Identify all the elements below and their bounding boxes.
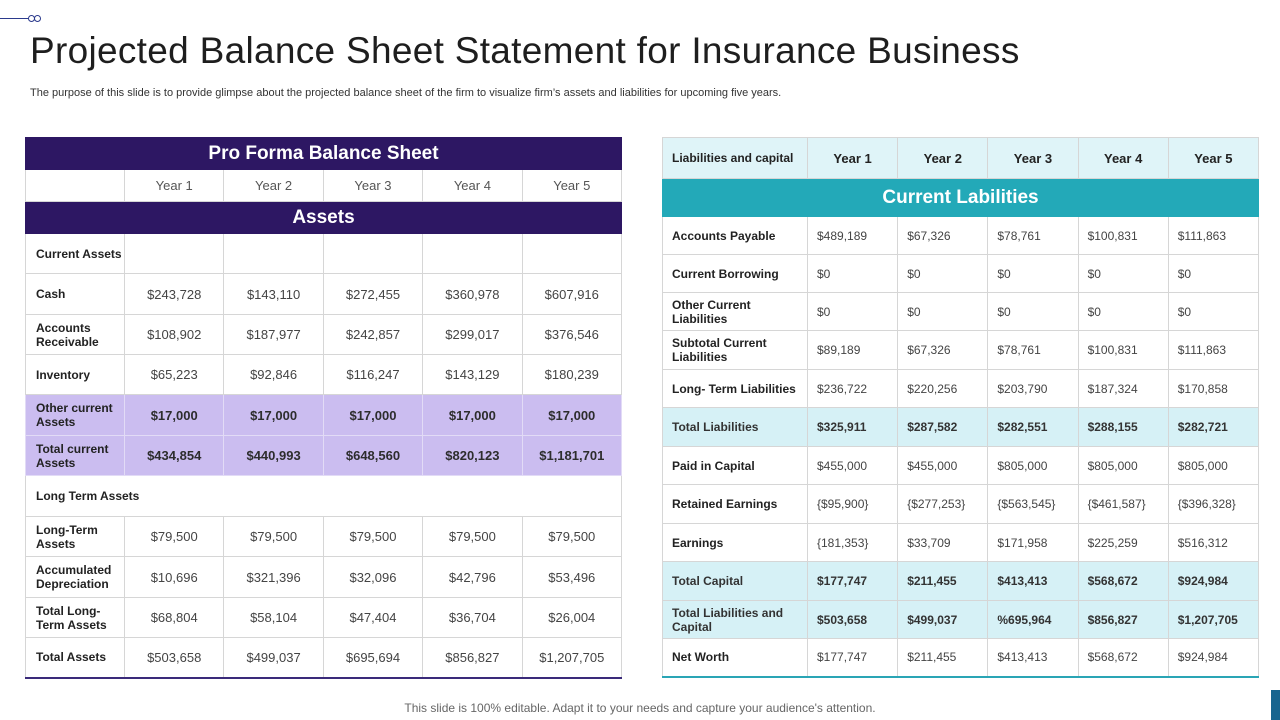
value-cell: $111,863 xyxy=(1168,217,1258,255)
value-cell: $78,761 xyxy=(988,217,1078,255)
year-header: Year 1 xyxy=(808,138,898,179)
value-cell: {$461,587} xyxy=(1078,485,1168,524)
value-cell: $568,672 xyxy=(1078,562,1168,601)
row-label: Long-Term Assets xyxy=(26,517,125,557)
value-cell: $0 xyxy=(1168,293,1258,331)
value-cell: $360,978 xyxy=(423,274,522,315)
value-cell: $111,863 xyxy=(1168,331,1258,370)
value-cell: $33,709 xyxy=(898,524,988,562)
row-label: Net Worth xyxy=(663,639,808,677)
value-cell: $0 xyxy=(1168,255,1258,293)
row-label: Earnings xyxy=(663,524,808,562)
table-row xyxy=(26,638,622,678)
value-cell: $434,854 xyxy=(125,436,224,476)
year-header: Year 3 xyxy=(323,170,422,202)
row-label: Cash xyxy=(26,274,125,315)
value-cell: $856,827 xyxy=(1078,601,1168,639)
value-cell: $187,977 xyxy=(224,315,323,355)
pro-forma-balance-sheet-table xyxy=(25,137,622,679)
value-cell: $325,911 xyxy=(808,408,898,447)
table-row xyxy=(663,217,1259,255)
decorative-dot xyxy=(34,15,41,22)
value-cell: $108,902 xyxy=(125,315,224,355)
empty-cell xyxy=(26,170,125,202)
row-label: Inventory xyxy=(26,355,125,395)
row-label: Subtotal Current Liabilities xyxy=(663,331,808,370)
value-cell: $1,207,705 xyxy=(522,638,621,678)
value-cell xyxy=(323,234,422,274)
value-cell: $272,455 xyxy=(323,274,422,315)
table-row xyxy=(663,447,1259,485)
row-label: Total Liabilities and Capital xyxy=(663,601,808,639)
table-row xyxy=(663,639,1259,677)
value-cell: $78,761 xyxy=(988,331,1078,370)
table-row xyxy=(26,557,622,598)
value-cell: $236,722 xyxy=(808,370,898,408)
value-cell: $924,984 xyxy=(1168,639,1258,677)
value-cell: $0 xyxy=(1078,293,1168,331)
page-subtitle: The purpose of this slide is to provide glimpse about the projected balance sheet of the firm to visualize firm’s assets and liabilities for upcoming five years. xyxy=(30,87,782,99)
table-row xyxy=(26,517,622,557)
value-cell: $805,000 xyxy=(1078,447,1168,485)
value-cell: $455,000 xyxy=(898,447,988,485)
value-cell: $17,000 xyxy=(125,395,224,436)
row-label: Current Assets xyxy=(26,234,125,274)
row-label: Other Current Liabilities xyxy=(663,293,808,331)
value-cell: $503,658 xyxy=(808,601,898,639)
table-row-highlighted xyxy=(663,408,1259,447)
value-cell: $489,189 xyxy=(808,217,898,255)
value-cell: $225,259 xyxy=(1078,524,1168,562)
value-cell: $36,704 xyxy=(423,598,522,638)
value-cell: $116,247 xyxy=(323,355,422,395)
value-cell: $100,831 xyxy=(1078,331,1168,370)
pro-forma-heading: Pro Forma Balance Sheet xyxy=(26,138,622,170)
table-row xyxy=(26,274,622,315)
value-cell: $1,207,705 xyxy=(1168,601,1258,639)
row-label: Total Liabilities xyxy=(663,408,808,447)
years-row xyxy=(26,170,622,202)
section-row xyxy=(26,476,622,517)
value-cell: $503,658 xyxy=(125,638,224,678)
value-cell: %695,964 xyxy=(988,601,1078,639)
row-label: Paid in Capital xyxy=(663,447,808,485)
value-cell: $89,189 xyxy=(808,331,898,370)
year-header: Year 4 xyxy=(1078,138,1168,179)
value-cell: $820,123 xyxy=(423,436,522,476)
table-row xyxy=(663,331,1259,370)
value-cell: $203,790 xyxy=(988,370,1078,408)
row-label: Retained Earnings xyxy=(663,485,808,524)
value-cell: {$95,900} xyxy=(808,485,898,524)
value-cell: $455,000 xyxy=(808,447,898,485)
value-cell: $516,312 xyxy=(1168,524,1258,562)
value-cell: $211,455 xyxy=(898,639,988,677)
value-cell: $170,858 xyxy=(1168,370,1258,408)
row-label: Current Borrowing xyxy=(663,255,808,293)
value-cell: $10,696 xyxy=(125,557,224,598)
value-cell: $47,404 xyxy=(323,598,422,638)
value-cell: $26,004 xyxy=(522,598,621,638)
value-cell: $177,747 xyxy=(808,639,898,677)
value-cell: $413,413 xyxy=(988,639,1078,677)
page-title: Projected Balance Sheet Statement for Insurance Business xyxy=(30,30,1020,71)
value-cell: $17,000 xyxy=(323,395,422,436)
table-row xyxy=(663,370,1259,408)
value-cell: $171,958 xyxy=(988,524,1078,562)
long-term-assets-label: Long Term Assets xyxy=(26,476,622,517)
value-cell: $67,326 xyxy=(898,217,988,255)
liabilities-capital-header: Liabilities and capital xyxy=(663,138,808,179)
value-cell: $79,500 xyxy=(224,517,323,557)
value-cell: $17,000 xyxy=(423,395,522,436)
value-cell: $42,796 xyxy=(423,557,522,598)
value-cell: $92,846 xyxy=(224,355,323,395)
value-cell: $143,110 xyxy=(224,274,323,315)
value-cell: $211,455 xyxy=(898,562,988,601)
value-cell xyxy=(125,234,224,274)
section-header-row xyxy=(663,179,1259,217)
value-cell: $499,037 xyxy=(224,638,323,678)
table-row xyxy=(26,315,622,355)
value-cell: $68,804 xyxy=(125,598,224,638)
assets-heading: Assets xyxy=(26,202,622,234)
value-cell: $299,017 xyxy=(423,315,522,355)
table-row-highlighted xyxy=(26,395,622,436)
value-cell: $0 xyxy=(988,293,1078,331)
value-cell: $58,104 xyxy=(224,598,323,638)
value-cell: {$396,328} xyxy=(1168,485,1258,524)
value-cell: $499,037 xyxy=(898,601,988,639)
value-cell: $79,500 xyxy=(423,517,522,557)
value-cell: {181,353} xyxy=(808,524,898,562)
row-label: Total current Assets xyxy=(26,436,125,476)
value-cell: $243,728 xyxy=(125,274,224,315)
value-cell: $0 xyxy=(988,255,1078,293)
table-row-highlighted xyxy=(663,601,1259,639)
value-cell: {$277,253} xyxy=(898,485,988,524)
value-cell: $321,396 xyxy=(224,557,323,598)
value-cell: $924,984 xyxy=(1168,562,1258,601)
value-cell: $65,223 xyxy=(125,355,224,395)
row-label: Total Long-Term Assets xyxy=(26,598,125,638)
row-label: Accounts Payable xyxy=(663,217,808,255)
row-label: Long- Term Liabilities xyxy=(663,370,808,408)
row-label: Other current Assets xyxy=(26,395,125,436)
value-cell: $607,916 xyxy=(522,274,621,315)
value-cell: $79,500 xyxy=(323,517,422,557)
table-row xyxy=(663,293,1259,331)
value-cell xyxy=(423,234,522,274)
current-liabilities-heading: Current Labilities xyxy=(663,179,1259,217)
value-cell: $287,582 xyxy=(898,408,988,447)
year-header: Year 5 xyxy=(522,170,621,202)
value-cell: $0 xyxy=(898,293,988,331)
value-cell: $32,096 xyxy=(323,557,422,598)
value-cell: $242,857 xyxy=(323,315,422,355)
row-label: Accumulated Depreciation xyxy=(26,557,125,598)
value-cell: $856,827 xyxy=(423,638,522,678)
corner-accent-bar xyxy=(1271,690,1280,720)
liabilities-capital-table xyxy=(662,137,1259,678)
table-row xyxy=(26,234,622,274)
value-cell: $0 xyxy=(808,255,898,293)
row-label: Total Assets xyxy=(26,638,125,678)
value-cell: $79,500 xyxy=(125,517,224,557)
table-row xyxy=(663,485,1259,524)
year-header: Year 2 xyxy=(224,170,323,202)
value-cell: $177,747 xyxy=(808,562,898,601)
value-cell: $67,326 xyxy=(898,331,988,370)
table-row xyxy=(663,524,1259,562)
row-label: Total Capital xyxy=(663,562,808,601)
value-cell: $648,560 xyxy=(323,436,422,476)
value-cell: $17,000 xyxy=(224,395,323,436)
year-header: Year 1 xyxy=(125,170,224,202)
value-cell: $805,000 xyxy=(1168,447,1258,485)
value-cell: $220,256 xyxy=(898,370,988,408)
value-cell: $695,694 xyxy=(323,638,422,678)
table-header-row xyxy=(663,138,1259,179)
value-cell: $413,413 xyxy=(988,562,1078,601)
footer-note: This slide is 100% editable. Adapt it to your needs and capture your audience's attention. xyxy=(404,701,876,715)
table-row xyxy=(26,355,622,395)
value-cell: $143,129 xyxy=(423,355,522,395)
table-row xyxy=(26,598,622,638)
decorative-line xyxy=(0,18,30,19)
value-cell: $376,546 xyxy=(522,315,621,355)
value-cell: $79,500 xyxy=(522,517,621,557)
year-header: Year 2 xyxy=(898,138,988,179)
value-cell: $180,239 xyxy=(522,355,621,395)
table-row-highlighted xyxy=(26,436,622,476)
value-cell: $0 xyxy=(808,293,898,331)
value-cell: $1,181,701 xyxy=(522,436,621,476)
value-cell: $17,000 xyxy=(522,395,621,436)
table-row xyxy=(663,255,1259,293)
value-cell: $282,721 xyxy=(1168,408,1258,447)
assets-header-row xyxy=(26,202,622,234)
value-cell: $282,551 xyxy=(988,408,1078,447)
value-cell: $100,831 xyxy=(1078,217,1168,255)
value-cell: $288,155 xyxy=(1078,408,1168,447)
value-cell: $0 xyxy=(1078,255,1168,293)
year-header: Year 5 xyxy=(1168,138,1258,179)
value-cell: $440,993 xyxy=(224,436,323,476)
value-cell xyxy=(224,234,323,274)
value-cell xyxy=(522,234,621,274)
value-cell: $53,496 xyxy=(522,557,621,598)
value-cell: $805,000 xyxy=(988,447,1078,485)
row-label: Accounts Receivable xyxy=(26,315,125,355)
value-cell: $0 xyxy=(898,255,988,293)
value-cell: $187,324 xyxy=(1078,370,1168,408)
table-row-highlighted xyxy=(663,562,1259,601)
value-cell: $568,672 xyxy=(1078,639,1168,677)
value-cell: {$563,545} xyxy=(988,485,1078,524)
year-header: Year 4 xyxy=(423,170,522,202)
table-header-row xyxy=(26,138,622,170)
year-header: Year 3 xyxy=(988,138,1078,179)
